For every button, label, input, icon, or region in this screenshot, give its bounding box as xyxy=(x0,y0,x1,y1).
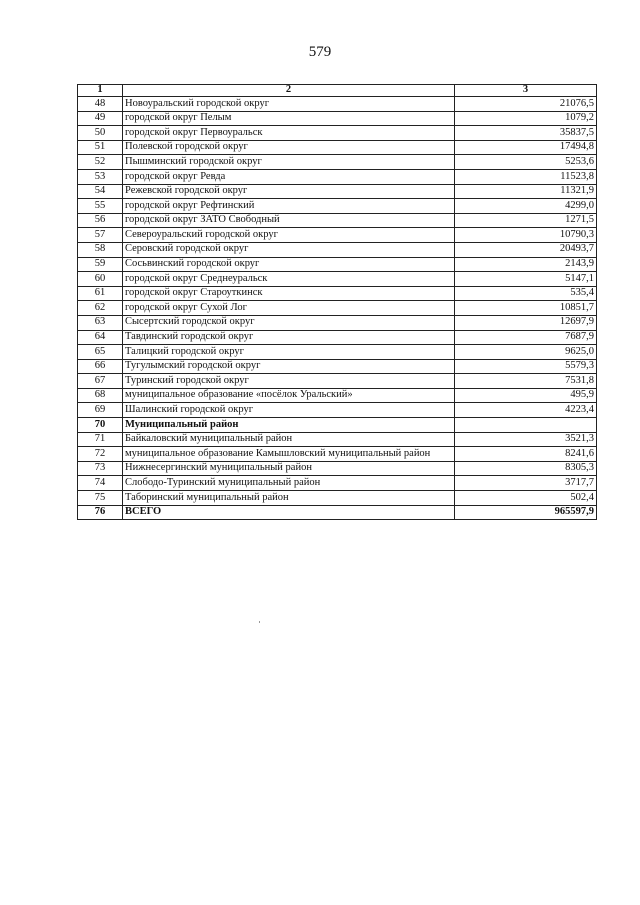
row-number-cell: 59 xyxy=(78,257,123,272)
table-row xyxy=(78,388,597,403)
row-name-cell: Пышминский городской округ xyxy=(123,155,455,170)
row-number-cell: 48 xyxy=(78,97,123,112)
row-value-cell: 8241,6 xyxy=(455,447,597,462)
row-value-cell: 11321,9 xyxy=(455,184,597,199)
row-number-cell: 74 xyxy=(78,476,123,491)
row-value-cell: 8305,3 xyxy=(455,461,597,476)
row-name-cell: Слободо-Туринский муниципальный район xyxy=(123,476,455,491)
table-row xyxy=(78,330,597,345)
row-name-cell: городской округ Рефтинский xyxy=(123,199,455,214)
table-row xyxy=(78,505,597,520)
row-number-cell: 66 xyxy=(78,359,123,374)
row-name-cell: Шалинский городской округ xyxy=(123,403,455,418)
row-value-cell: 11523,8 xyxy=(455,169,597,184)
row-name-cell: Сосьвинский городской округ xyxy=(123,257,455,272)
row-name-cell: Тугулымский городской округ xyxy=(123,359,455,374)
row-number-cell: 68 xyxy=(78,388,123,403)
row-number-cell: 76 xyxy=(78,505,123,520)
row-value-cell: 4223,4 xyxy=(455,403,597,418)
row-number-cell: 55 xyxy=(78,199,123,214)
row-number-cell: 56 xyxy=(78,213,123,228)
row-value-cell: 21076,5 xyxy=(455,97,597,112)
table-row xyxy=(78,374,597,389)
table-row xyxy=(78,228,597,243)
row-number-cell: 69 xyxy=(78,403,123,418)
row-number-cell: 63 xyxy=(78,315,123,330)
row-number-cell: 67 xyxy=(78,374,123,389)
row-name-cell: Талицкий городской округ xyxy=(123,345,455,360)
table-row xyxy=(78,140,597,155)
row-value-cell: 7531,8 xyxy=(455,374,597,389)
row-name-cell: Байкаловский муниципальный район xyxy=(123,432,455,447)
table-row xyxy=(78,345,597,360)
row-name-cell: Режевской городской округ xyxy=(123,184,455,199)
row-name-cell: городской округ Среднеуральск xyxy=(123,272,455,287)
row-value-cell: 5579,3 xyxy=(455,359,597,374)
row-number-cell: 73 xyxy=(78,461,123,476)
row-value-cell: 965597,9 xyxy=(455,505,597,520)
table-row xyxy=(78,257,597,272)
row-name-cell: городской округ Сухой Лог xyxy=(123,301,455,316)
table-row xyxy=(78,447,597,462)
row-name-cell: Нижнесергинский муниципальный район xyxy=(123,461,455,476)
row-name-cell: городской округ Первоуральск xyxy=(123,126,455,141)
scan-speck xyxy=(259,621,260,623)
column-header-number: 1 xyxy=(78,85,123,97)
row-value-cell: 5253,6 xyxy=(455,155,597,170)
row-value-cell: 2143,9 xyxy=(455,257,597,272)
table-row xyxy=(78,418,597,433)
row-number-cell: 71 xyxy=(78,432,123,447)
row-value-cell: 12697,9 xyxy=(455,315,597,330)
row-number-cell: 51 xyxy=(78,140,123,155)
row-name-cell: Таборинский муниципальный район xyxy=(123,491,455,506)
row-number-cell: 52 xyxy=(78,155,123,170)
row-number-cell: 62 xyxy=(78,301,123,316)
row-name-cell: ВСЕГО xyxy=(123,505,455,520)
row-value-cell: 9625,0 xyxy=(455,345,597,360)
table-row xyxy=(78,491,597,506)
table-row xyxy=(78,126,597,141)
row-value-cell: 10851,7 xyxy=(455,301,597,316)
row-name-cell: Муниципальный район xyxy=(123,418,455,433)
row-name-cell: Сысертский городской округ xyxy=(123,315,455,330)
row-number-cell: 57 xyxy=(78,228,123,243)
row-value-cell: 3717,7 xyxy=(455,476,597,491)
row-name-cell: городской округ Ревда xyxy=(123,169,455,184)
table-row xyxy=(78,97,597,112)
table-row xyxy=(78,155,597,170)
row-number-cell: 53 xyxy=(78,169,123,184)
table-row xyxy=(78,359,597,374)
row-value-cell: 3521,3 xyxy=(455,432,597,447)
table-row xyxy=(78,272,597,287)
row-value-cell: 35837,5 xyxy=(455,126,597,141)
row-number-cell: 65 xyxy=(78,345,123,360)
row-number-cell: 49 xyxy=(78,111,123,126)
row-value-cell: 17494,8 xyxy=(455,140,597,155)
column-header-name: 2 xyxy=(123,85,455,97)
row-name-cell: городской округ ЗАТО Свободный xyxy=(123,213,455,228)
row-value-cell: 495,9 xyxy=(455,388,597,403)
row-name-cell: Новоуральский городской округ xyxy=(123,97,455,112)
row-number-cell: 50 xyxy=(78,126,123,141)
table-row xyxy=(78,184,597,199)
page-number: 579 xyxy=(308,44,332,60)
row-number-cell: 70 xyxy=(78,418,123,433)
table-header xyxy=(78,85,597,97)
row-value-cell: 5147,1 xyxy=(455,272,597,287)
table-row xyxy=(78,213,597,228)
row-number-cell: 54 xyxy=(78,184,123,199)
row-number-cell: 61 xyxy=(78,286,123,301)
table-row xyxy=(78,432,597,447)
row-name-cell: муниципальное образование «посёлок Уральский» xyxy=(123,388,455,403)
row-name-cell: Полевской городской округ xyxy=(123,140,455,155)
row-name-cell: муниципальное образование Камышловский муниципальный район xyxy=(123,447,455,462)
row-value-cell: 502,4 xyxy=(455,491,597,506)
row-value-cell: 1271,5 xyxy=(455,213,597,228)
row-value-cell: 1079,2 xyxy=(455,111,597,126)
table-row xyxy=(78,403,597,418)
row-number-cell: 58 xyxy=(78,242,123,257)
table-row xyxy=(78,111,597,126)
row-name-cell: Серовский городской округ xyxy=(123,242,455,257)
allocation-table xyxy=(77,84,597,520)
column-header-value: 3 xyxy=(455,85,597,97)
table-row xyxy=(78,199,597,214)
table-row xyxy=(78,315,597,330)
row-value-cell xyxy=(455,418,597,433)
table-row xyxy=(78,242,597,257)
table-row xyxy=(78,461,597,476)
table-row xyxy=(78,169,597,184)
row-value-cell: 10790,3 xyxy=(455,228,597,243)
row-number-cell: 60 xyxy=(78,272,123,287)
row-value-cell: 4299,0 xyxy=(455,199,597,214)
row-name-cell: городской округ Пелым xyxy=(123,111,455,126)
row-name-cell: Туринский городской округ xyxy=(123,374,455,389)
row-name-cell: Тавдинский городской округ xyxy=(123,330,455,345)
row-name-cell: городской округ Староуткинск xyxy=(123,286,455,301)
row-value-cell: 20493,7 xyxy=(455,242,597,257)
table-row xyxy=(78,301,597,316)
table-body xyxy=(78,97,597,520)
row-number-cell: 75 xyxy=(78,491,123,506)
row-value-cell: 7687,9 xyxy=(455,330,597,345)
table-row xyxy=(78,476,597,491)
row-number-cell: 64 xyxy=(78,330,123,345)
row-name-cell: Североуральский городской округ xyxy=(123,228,455,243)
row-value-cell: 535,4 xyxy=(455,286,597,301)
table-row xyxy=(78,286,597,301)
row-number-cell: 72 xyxy=(78,447,123,462)
